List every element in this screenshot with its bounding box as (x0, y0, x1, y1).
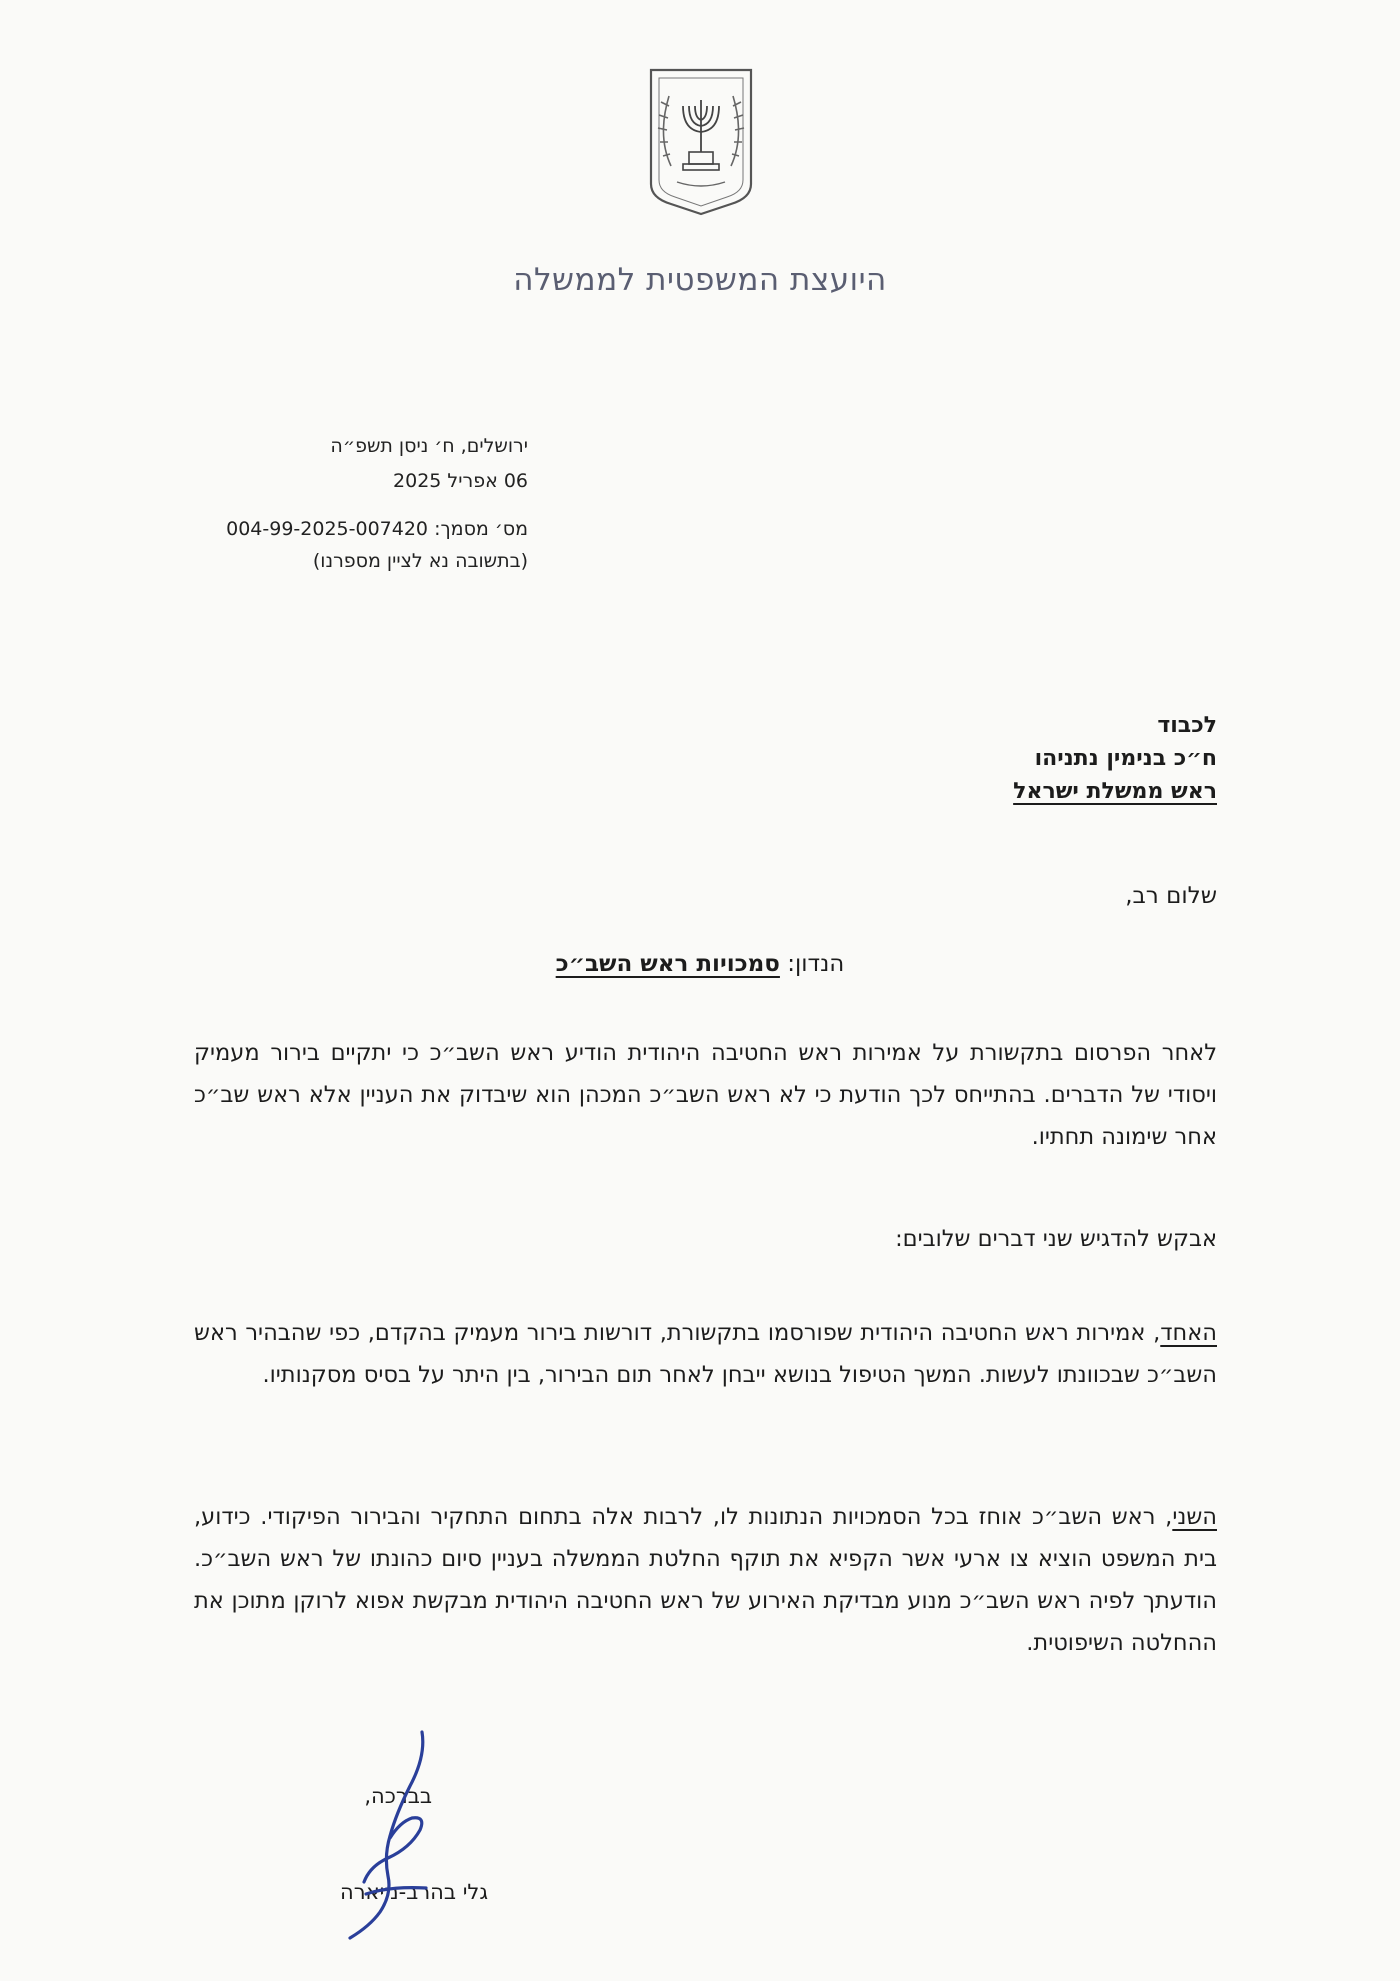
place-hebrew-date: ירושלים, ח׳ ניסן תשפ״ה (330, 435, 528, 457)
state-emblem-icon (643, 66, 759, 216)
office-title: היועצת המשפטית לממשלה (513, 262, 887, 298)
reference-note: (בתשובה נא לציין מספרנו) (312, 550, 528, 572)
recipient-name: ח״כ בנימין נתניהו (1034, 746, 1217, 771)
handwritten-signature (330, 1726, 450, 1946)
closing-regards: בברכה, (364, 1784, 432, 1808)
recipient-title: ראש ממשלת ישראל (1013, 779, 1217, 804)
recipient-salutation: לכבוד (1157, 713, 1217, 738)
subject-text: סמכויות ראש השב״כ (555, 951, 780, 977)
gregorian-date: 06 אפריל 2025 (393, 470, 528, 492)
paragraph-lead-first: האחד (1160, 1320, 1217, 1346)
paragraph-4-text: , ראש השב״כ אוחז בכל הסמכויות הנתונות לו, לרבות אלה בתחום התחקיר והבירור הפיקודי. כידוע, בית המשפט הוציא צו ארעי אשר הקפיא את תוקף החלטת הממשלה בעניין סיום כהונתו של ראש השב״כ. הודעתך לפיה ראש השב״כ מנוע מבדיקת האירוע של ראש החטיבה היהודית מבקשת אפוא לרוקן מתוכן את ההחלטה השיפוטית. (194, 1504, 1217, 1656)
paragraph-3-text: , אמירות ראש החטיבה היהודית שפורסמו בתקשורת, דורשות בירור מעמיק בהקדם, כפי שהבהיר ראש השב״כ שבכוונתו לעשות. המשך הטיפול בנושא ייבחן לאחר תום הבירור, בין היתר על בסיס מסקנותיו. (194, 1320, 1217, 1388)
body-paragraph-4 (194, 1496, 1217, 1664)
body-paragraph-1: לאחר הפרסום בתקשורת על אמירות ראש החטיבה היהודית הודיע ראש השב״כ כי יתקיים בירור מעמיק ויסודי של הדברים. בהתייחס לכך הודעת כי לא ראש השב״כ המכהן הוא שיבדוק את העניין אלא ראש שב״כ אחר שימונה תחתיו. (194, 1040, 1217, 1150)
body-paragraph-2: אבקש להדגיש שני דברים שלובים: (895, 1226, 1217, 1252)
document-reference: מס׳ מסמך: 004-99-2025-007420 (226, 518, 528, 540)
paragraph-lead-second: השני (1172, 1504, 1217, 1530)
signer-name: גלי בהרב-מיארה (340, 1880, 488, 1904)
subject-label: הנדון: (787, 951, 845, 977)
subject-line (400, 951, 1000, 977)
greeting: שלום רב, (1125, 883, 1217, 909)
body-paragraph-3 (194, 1312, 1217, 1396)
